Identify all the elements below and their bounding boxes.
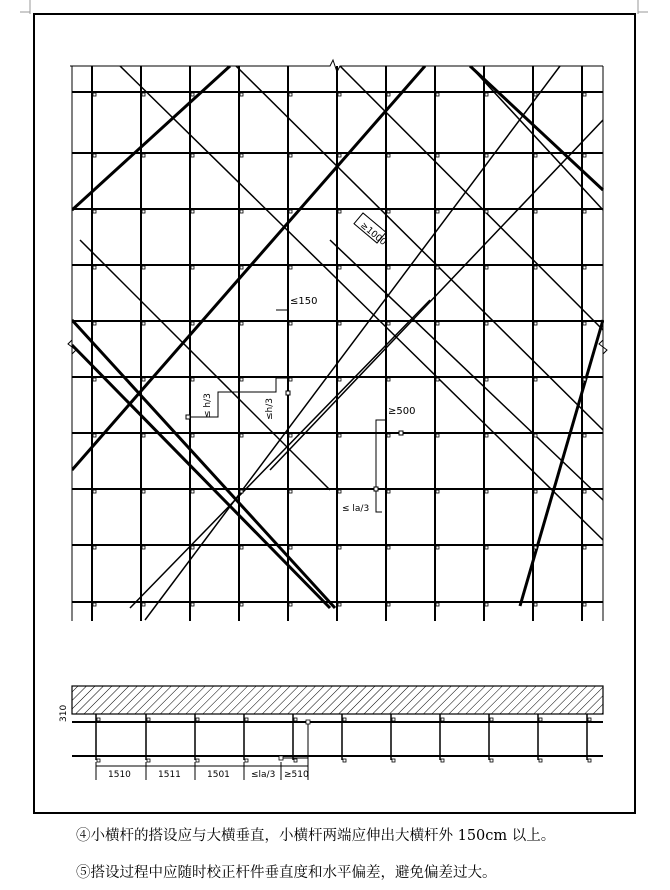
coupler — [436, 378, 439, 381]
coupler — [191, 434, 194, 437]
coupler — [93, 546, 96, 549]
coupler — [142, 546, 145, 549]
coupler — [289, 93, 292, 96]
coupler — [583, 546, 586, 549]
dim-500-node — [399, 431, 403, 435]
dim-1000-label: ≥1000 — [358, 220, 388, 248]
coupler — [93, 490, 96, 493]
coupler — [191, 378, 194, 381]
diagonal-brace-1 — [72, 345, 330, 608]
coupler — [387, 210, 390, 213]
coupler — [534, 603, 537, 606]
diagonal-brace-10 — [470, 66, 603, 190]
section-coupler — [147, 718, 150, 721]
coupler — [93, 434, 96, 437]
dim-la3-leader — [376, 491, 382, 512]
section-height-label: 310 — [59, 704, 69, 722]
coupler — [289, 210, 292, 213]
diagonal-brace-6 — [80, 240, 330, 490]
section-coupler — [588, 718, 591, 721]
coupler — [583, 490, 586, 493]
dim-150-label: ≤150 — [290, 296, 318, 307]
coupler — [387, 603, 390, 606]
coupler — [583, 434, 586, 437]
section-view — [72, 686, 603, 714]
coupler — [583, 378, 586, 381]
diagonal-brace-12 — [470, 66, 603, 210]
coupler — [338, 322, 341, 325]
coupler — [289, 322, 292, 325]
coupler — [583, 154, 586, 157]
coupler — [436, 434, 439, 437]
coupler — [534, 434, 537, 437]
coupler — [387, 322, 390, 325]
section-coupler — [539, 759, 542, 762]
diagonal-brace-8 — [340, 66, 603, 330]
section-coupler — [245, 718, 248, 721]
coupler — [583, 603, 586, 606]
coupler — [93, 266, 96, 269]
coupler — [93, 322, 96, 325]
coupler — [387, 93, 390, 96]
dim-la3-node — [374, 487, 378, 491]
dim-500-leader — [376, 420, 400, 489]
dim-la3-label: ≤ la/3 — [342, 504, 370, 514]
coupler — [191, 603, 194, 606]
coupler — [240, 322, 243, 325]
coupler — [240, 154, 243, 157]
coupler — [534, 378, 537, 381]
section-spacing-3: 1501 — [207, 770, 230, 780]
coupler — [289, 490, 292, 493]
section-coupler — [294, 718, 297, 721]
coupler — [338, 210, 341, 213]
diagonal-brace-4 — [72, 66, 230, 210]
section-coupler — [490, 759, 493, 762]
coupler — [583, 266, 586, 269]
coupler — [436, 546, 439, 549]
section-coupler — [147, 759, 150, 762]
coupler — [191, 546, 194, 549]
coupler — [93, 378, 96, 381]
coupler — [142, 378, 145, 381]
coupler — [485, 490, 488, 493]
coupler — [436, 322, 439, 325]
coupler — [485, 546, 488, 549]
coupler — [191, 266, 194, 269]
coupler — [240, 603, 243, 606]
section-coupler — [97, 718, 100, 721]
coupler — [142, 434, 145, 437]
coupler — [240, 546, 243, 549]
coupler — [191, 154, 194, 157]
section-offset-node-b — [279, 756, 283, 760]
coupler — [387, 378, 390, 381]
dim-h3-node-b — [286, 391, 290, 395]
coupler — [338, 154, 341, 157]
scaffold-grid — [72, 66, 603, 621]
coupler — [142, 210, 145, 213]
section-500-label: ≥510 — [284, 770, 309, 780]
coupler — [338, 490, 341, 493]
coupler — [93, 154, 96, 157]
coupler — [387, 546, 390, 549]
section-coupler — [343, 718, 346, 721]
coupler — [534, 546, 537, 549]
coupler — [93, 210, 96, 213]
coupler — [485, 322, 488, 325]
section-coupler — [196, 718, 199, 721]
coupler — [387, 154, 390, 157]
coupler — [191, 93, 194, 96]
coupler — [583, 93, 586, 96]
coupler — [240, 490, 243, 493]
section-coupler — [196, 759, 199, 762]
coupler — [289, 434, 292, 437]
coupler — [142, 490, 145, 493]
coupler — [583, 210, 586, 213]
section-coupler — [245, 759, 248, 762]
note-4: ④小横杆的搭设应与大横垂直，小横杆两端应伸出大横杆外 150cm 以上。 — [76, 828, 556, 844]
joint-couplers — [93, 93, 586, 606]
section-coupler — [392, 718, 395, 721]
coupler — [534, 93, 537, 96]
coupler — [485, 210, 488, 213]
coupler — [191, 322, 194, 325]
coupler — [534, 490, 537, 493]
dim-500-label: ≥500 — [388, 406, 416, 417]
coupler — [289, 266, 292, 269]
coupler — [534, 322, 537, 325]
section-coupler — [343, 759, 346, 762]
coupler — [142, 154, 145, 157]
dimension-annotations — [186, 213, 403, 512]
coupler — [534, 210, 537, 213]
coupler — [142, 93, 145, 96]
coupler — [436, 154, 439, 157]
coupler — [534, 154, 537, 157]
coupler — [387, 266, 390, 269]
coupler — [289, 603, 292, 606]
coupler — [436, 93, 439, 96]
section-spacing-1: 1510 — [108, 770, 131, 780]
dim-h3-node-a — [186, 415, 190, 419]
coupler — [289, 378, 292, 381]
coupler — [583, 322, 586, 325]
coupler — [338, 266, 341, 269]
coupler — [436, 266, 439, 269]
section-tubes — [72, 714, 603, 780]
coupler — [436, 210, 439, 213]
note-5: ⑤搭设过程中应随时校正杆件垂直度和水平偏差，避免偏差过大。 — [76, 865, 497, 881]
coupler — [142, 603, 145, 606]
coupler — [338, 93, 341, 96]
coupler — [240, 266, 243, 269]
coupler — [289, 154, 292, 157]
section-coupler — [441, 759, 444, 762]
section-coupler — [441, 718, 444, 721]
coupler — [289, 546, 292, 549]
section-coupler — [490, 718, 493, 721]
coupler — [436, 490, 439, 493]
coupler — [93, 603, 96, 606]
coupler — [485, 378, 488, 381]
diagonal-brace-5 — [236, 66, 603, 430]
coupler — [534, 266, 537, 269]
diagonal-brace-15 — [330, 240, 603, 500]
coupler — [338, 434, 341, 437]
section-coupler — [294, 759, 297, 762]
dim-h3-label-a: ≤ h/3 — [203, 393, 213, 418]
section-coupler — [97, 759, 100, 762]
coupler — [142, 322, 145, 325]
coupler — [191, 490, 194, 493]
coupler — [338, 378, 341, 381]
coupler — [485, 603, 488, 606]
coupler — [485, 93, 488, 96]
wall-hatch — [72, 686, 603, 714]
coupler — [387, 490, 390, 493]
coupler — [240, 93, 243, 96]
coupler — [240, 378, 243, 381]
diagonal-brace-14 — [270, 120, 603, 470]
coupler — [485, 434, 488, 437]
coupler — [93, 93, 96, 96]
dim-h3-label-b: ≤h/3 — [265, 397, 275, 420]
coupler — [191, 210, 194, 213]
coupler — [485, 266, 488, 269]
section-coupler — [588, 759, 591, 762]
coupler — [142, 266, 145, 269]
coupler — [436, 603, 439, 606]
coupler — [338, 603, 341, 606]
section-coupler — [539, 718, 542, 721]
coupler — [338, 546, 341, 549]
coupler — [240, 434, 243, 437]
coupler — [240, 210, 243, 213]
section-coupler — [392, 759, 395, 762]
section-spacing-2: 1511 — [158, 770, 181, 780]
coupler — [485, 154, 488, 157]
section-offset-node — [306, 720, 310, 724]
coupler — [387, 434, 390, 437]
section-la3-label: ≤la/3 — [251, 770, 276, 780]
